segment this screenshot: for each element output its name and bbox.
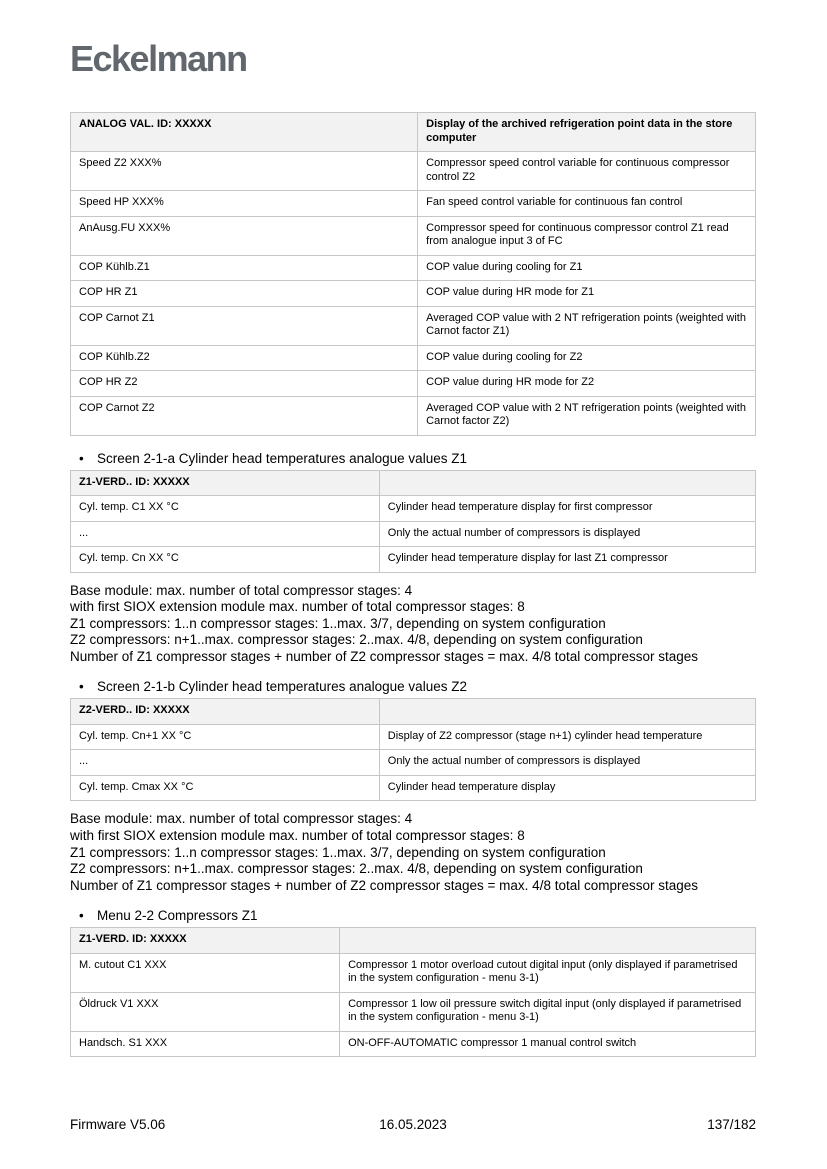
table-cell: Display of Z2 compressor (stage n+1) cylinder head temperature — [379, 724, 755, 750]
table-row — [71, 255, 756, 281]
footer-date: 16.05.2023 — [379, 1117, 447, 1132]
table-cell: Cylinder head temperature display for first compressor — [379, 496, 755, 522]
table-cell: Cylinder head temperature display — [379, 775, 755, 801]
table-cell: COP value during cooling for Z1 — [418, 255, 756, 281]
table-row — [71, 1031, 756, 1057]
bullet-label: Menu 2-2 Compressors Z1 — [97, 908, 258, 924]
paragraph-line: Z2 compressors: n+1..max. compressor stages: 2..max. 4/8, depending on system configuration — [70, 632, 643, 648]
bullet-label: Screen 2-1-a Cylinder head temperatures analogue values Z1 — [97, 450, 467, 466]
table-cell: Cyl. temp. Cn XX °C — [71, 547, 380, 573]
bullet-icon: • — [79, 450, 84, 466]
table-cell: COP Kühlb.Z1 — [71, 255, 418, 281]
table-header-row — [71, 113, 756, 152]
paragraph-line: Base module: max. number of total compressor stages: 4 — [70, 811, 413, 827]
table-cell: COP HR Z1 — [71, 281, 418, 307]
table-header-cell: Z1-VERD.. ID: XXXXX — [71, 470, 380, 496]
analog-values-table — [70, 112, 756, 436]
table-row — [71, 496, 756, 522]
table-row — [71, 371, 756, 397]
table-header-cell — [379, 699, 755, 725]
table-cell: M. cutout C1 XXX — [71, 953, 340, 992]
table-cell: Speed Z2 XXX% — [71, 152, 418, 191]
table-row — [71, 992, 756, 1031]
table-cell: Öldruck V1 XXX — [71, 992, 340, 1031]
eckelmann-logo: Eckelmann — [70, 38, 247, 79]
table-cell: Speed HP XXX% — [71, 191, 418, 217]
table-cell: ... — [71, 521, 380, 547]
table-cell: Compressor speed for continuous compressor control Z1 read from analogue input 3 of FC — [418, 216, 756, 255]
paragraph-line: Z1 compressors: 1..n compressor stages: 1..max. 3/7, depending on system configuration — [70, 615, 606, 631]
table-cell: ... — [71, 750, 380, 776]
table-row — [71, 953, 756, 992]
page-footer — [70, 1117, 756, 1133]
table-cell: Compressor 1 low oil pressure switch digital input (only displayed if parametrised in the system configuration - menu 3-1) — [340, 992, 756, 1031]
table-cell: COP Kühlb.Z2 — [71, 345, 418, 371]
table-cell: Only the actual number of compressors is displayed — [379, 521, 755, 547]
z2-cylinder-head-table — [70, 698, 756, 801]
table-cell: Cyl. temp. Cmax XX °C — [71, 775, 380, 801]
table-cell: COP value during HR mode for Z2 — [418, 371, 756, 397]
table-cell: COP Carnot Z2 — [71, 396, 418, 435]
bullet-icon: • — [79, 679, 84, 695]
table-row — [71, 216, 756, 255]
table-row — [71, 750, 756, 776]
table-cell: COP HR Z2 — [71, 371, 418, 397]
table-row — [71, 521, 756, 547]
compressor-stages-paragraph — [70, 583, 756, 666]
table-row — [71, 345, 756, 371]
paragraph-line: Base module: max. number of total compressor stages: 4 — [70, 582, 413, 598]
table-header-cell — [379, 470, 755, 496]
table-cell: Averaged COP value with 2 NT refrigeration points (weighted with Carnot factor Z1) — [418, 306, 756, 345]
table-cell: AnAusg.FU XXX% — [71, 216, 418, 255]
paragraph-line: Z1 compressors: 1..n compressor stages: 1..max. 3/7, depending on system configuration — [70, 844, 606, 860]
table-row — [71, 396, 756, 435]
paragraph-line: Z2 compressors: n+1..max. compressor stages: 2..max. 4/8, depending on system configuration — [70, 861, 643, 877]
table-row — [71, 306, 756, 345]
paragraph-line: Number of Z1 compressor stages + number of Z2 compressor stages = max. 4/8 total compressor stages — [70, 877, 699, 893]
section-bullet-screen-2-1-a — [79, 450, 756, 467]
paragraph-line: Number of Z1 compressor stages + number of Z2 compressor stages = max. 4/8 total compressor stages — [70, 648, 699, 664]
section-bullet-screen-2-1-b — [79, 678, 756, 695]
table-row — [71, 281, 756, 307]
table-cell: Compressor 1 motor overload cutout digital input (only displayed if parametrised in the system configuration - menu 3-1) — [340, 953, 756, 992]
table-header-cell: Z1-VERD. ID: XXXXX — [71, 928, 340, 954]
z1-cylinder-head-table — [70, 470, 756, 573]
table-cell: Compressor speed control variable for continuous compressor control Z2 — [418, 152, 756, 191]
table-cell: Only the actual number of compressors is displayed — [379, 750, 755, 776]
table-cell: COP value during HR mode for Z1 — [418, 281, 756, 307]
table-cell: COP Carnot Z1 — [71, 306, 418, 345]
table-cell: Cyl. temp. Cn+1 XX °C — [71, 724, 380, 750]
table-row — [71, 547, 756, 573]
table-header-row — [71, 928, 756, 954]
bullet-icon: • — [79, 908, 84, 924]
table-header-cell: Z2-VERD.. ID: XXXXX — [71, 699, 380, 725]
table-row — [71, 152, 756, 191]
table-header-cell: Display of the archived refrigeration point data in the store computer — [418, 113, 756, 152]
footer-firmware-version: Firmware V5.06 — [70, 1117, 166, 1132]
paragraph-line: with first SIOX extension module max. number of total compressor stages: 8 — [70, 599, 525, 615]
table-header-cell — [340, 928, 756, 954]
table-cell: Averaged COP value with 2 NT refrigeration points (weighted with Carnot factor Z2) — [418, 396, 756, 435]
table-header-row — [71, 699, 756, 725]
table-cell: Cylinder head temperature display for last Z1 compressor — [379, 547, 755, 573]
table-row — [71, 775, 756, 801]
table-header-row — [71, 470, 756, 496]
table-header-cell: ANALOG VAL. ID: XXXXX — [71, 113, 418, 152]
table-row — [71, 724, 756, 750]
paragraph-line: with first SIOX extension module max. number of total compressor stages: 8 — [70, 828, 525, 844]
table-row — [71, 191, 756, 217]
table-cell: Handsch. S1 XXX — [71, 1031, 340, 1057]
section-bullet-menu-2-2 — [79, 907, 756, 924]
table-cell: Fan speed control variable for continuous fan control — [418, 191, 756, 217]
footer-page-number: 137/182 — [707, 1117, 757, 1132]
compressor-stages-paragraph — [70, 811, 756, 894]
z1-compressors-menu-table — [70, 927, 756, 1057]
bullet-label: Screen 2-1-b Cylinder head temperatures analogue values Z2 — [97, 679, 467, 695]
table-cell: Cyl. temp. C1 XX °C — [71, 496, 380, 522]
table-cell: COP value during cooling for Z2 — [418, 345, 756, 371]
table-cell: ON-OFF-AUTOMATIC compressor 1 manual control switch — [340, 1031, 756, 1057]
